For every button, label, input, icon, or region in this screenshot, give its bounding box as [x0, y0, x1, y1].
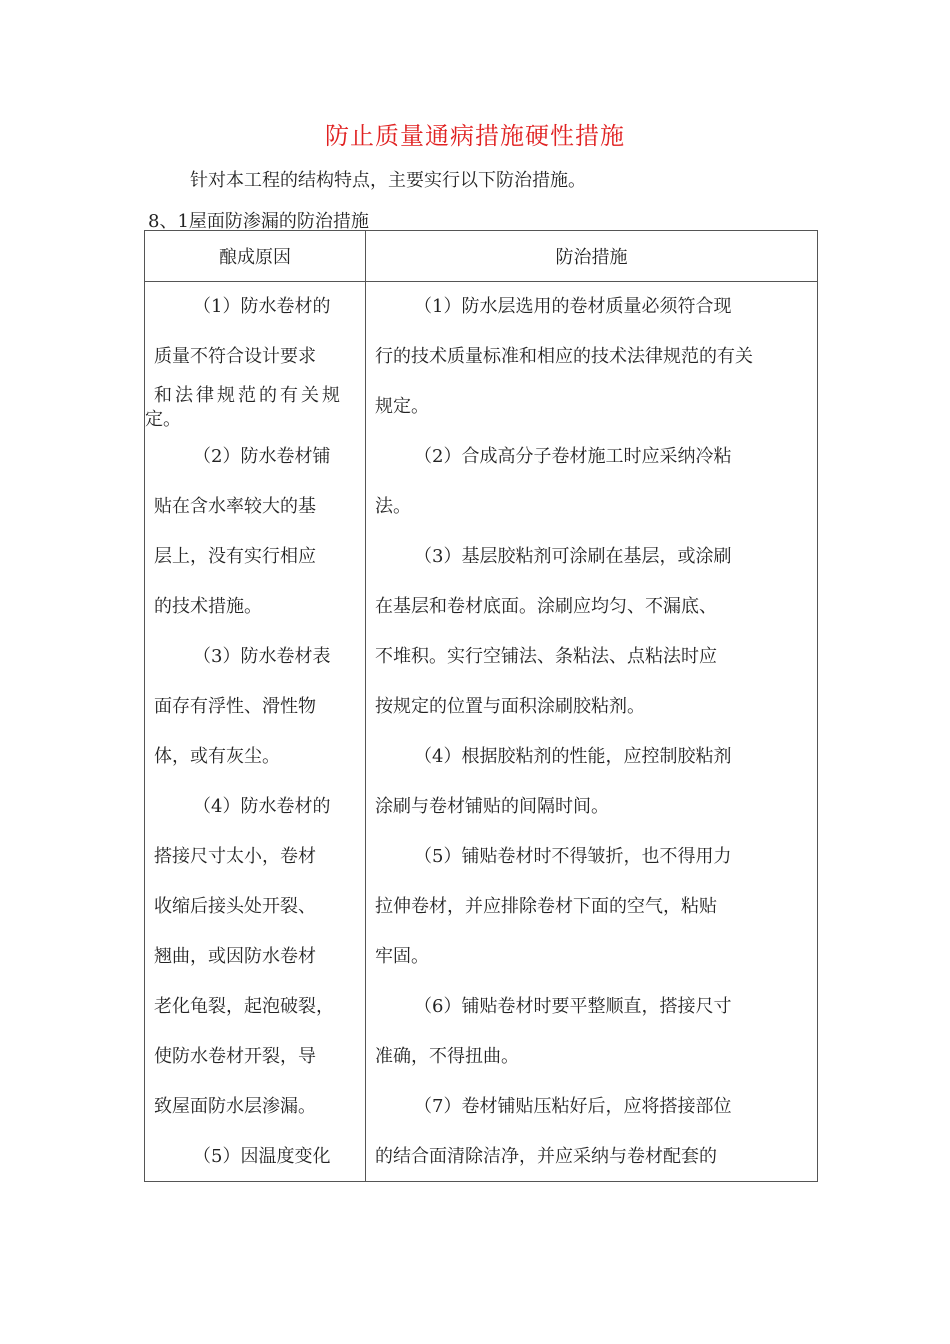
- measure-line: 涂刷与卷材铺贴的间隔时间。: [375, 796, 609, 817]
- cause-line: （2）防水卷材铺: [193, 446, 331, 467]
- measure-line: （1）防水层选用的卷材质量必须符合现: [414, 296, 732, 317]
- cause-line: 层上，没有实行相应: [154, 546, 316, 567]
- measure-line: （2）合成高分子卷材施工时应采纳冷粘: [414, 446, 732, 467]
- cause-line: 贴在含水率较大的基: [154, 496, 316, 517]
- cause-line: 搭接尺寸太小，卷材: [154, 846, 316, 867]
- cause-line: （3）防水卷材表: [193, 646, 331, 667]
- measure-line: 行的技术质量标准和相应的技术法律规范的有关: [375, 346, 753, 367]
- measure-line: 在基层和卷材底面。涂刷应均匀、不漏底、: [375, 596, 717, 617]
- cause-line: 使防水卷材开裂，导: [154, 1046, 316, 1067]
- intro-paragraph: 针对本工程的结构特点，主要实行以下防治措施。: [190, 170, 586, 191]
- measure-line: 按规定的位置与面积涂刷胶粘剂。: [375, 696, 645, 717]
- cause-line: 定。: [145, 409, 181, 430]
- table-body-row: [145, 282, 818, 1182]
- header-measures: 防治措施: [366, 231, 818, 282]
- cause-line: 翘曲，或因防水卷材: [154, 946, 316, 967]
- measure-line: 规定。: [375, 396, 429, 417]
- measure-line: 拉伸卷材，并应排除卷材下面的空气，粘贴: [375, 896, 717, 917]
- measure-line: 牢固。: [375, 946, 429, 967]
- cause-line: （4）防水卷材的: [193, 796, 331, 817]
- measure-line: 法。: [375, 496, 411, 517]
- cause-line: 质量不符合设计要求: [154, 346, 316, 367]
- cause-line: 致屋面防水层渗漏。: [154, 1096, 316, 1117]
- measure-line: （7）卷材铺贴压粘好后，应将搭接部位: [414, 1096, 732, 1117]
- measure-line: 准确，不得扭曲。: [375, 1046, 519, 1067]
- header-causes: 酿成原因: [145, 231, 366, 282]
- measure-line: 的结合面清除洁净，并应采纳与卷材配套的: [375, 1146, 717, 1167]
- cause-line: （5）因温度变化: [193, 1146, 331, 1167]
- measures-cell: [366, 282, 818, 1182]
- measure-line: （6）铺贴卷材时要平整顺直，搭接尺寸: [414, 996, 732, 1017]
- measure-line: （5）铺贴卷材时不得皱折，也不得用力: [414, 846, 732, 867]
- section-heading: 8、1屋面防渗漏的防治措施: [148, 211, 369, 232]
- measure-line: （3）基层胶粘剂可涂刷在基层，或涂刷: [414, 546, 732, 567]
- document-title: 防止质量通病措施硬性措施: [325, 122, 625, 150]
- table-header-row: [145, 231, 818, 282]
- cause-line: 老化龟裂，起泡破裂，: [154, 996, 334, 1017]
- causes-cell: [145, 282, 366, 1182]
- measure-line: 不堆积。实行空铺法、条粘法、点粘法时应: [375, 646, 717, 667]
- cause-line: 和法律规范的有关规: [154, 385, 343, 406]
- cause-line: 收缩后接头处开裂、: [154, 896, 316, 917]
- cause-line: 面存有浮性、滑性物: [154, 696, 316, 717]
- cause-line: （1）防水卷材的: [193, 296, 331, 317]
- cause-line: 的技术措施。: [154, 596, 262, 617]
- measure-line: （4）根据胶粘剂的性能，应控制胶粘剂: [414, 746, 732, 767]
- measures-table: [144, 230, 818, 1182]
- cause-line: 体，或有灰尘。: [154, 746, 280, 767]
